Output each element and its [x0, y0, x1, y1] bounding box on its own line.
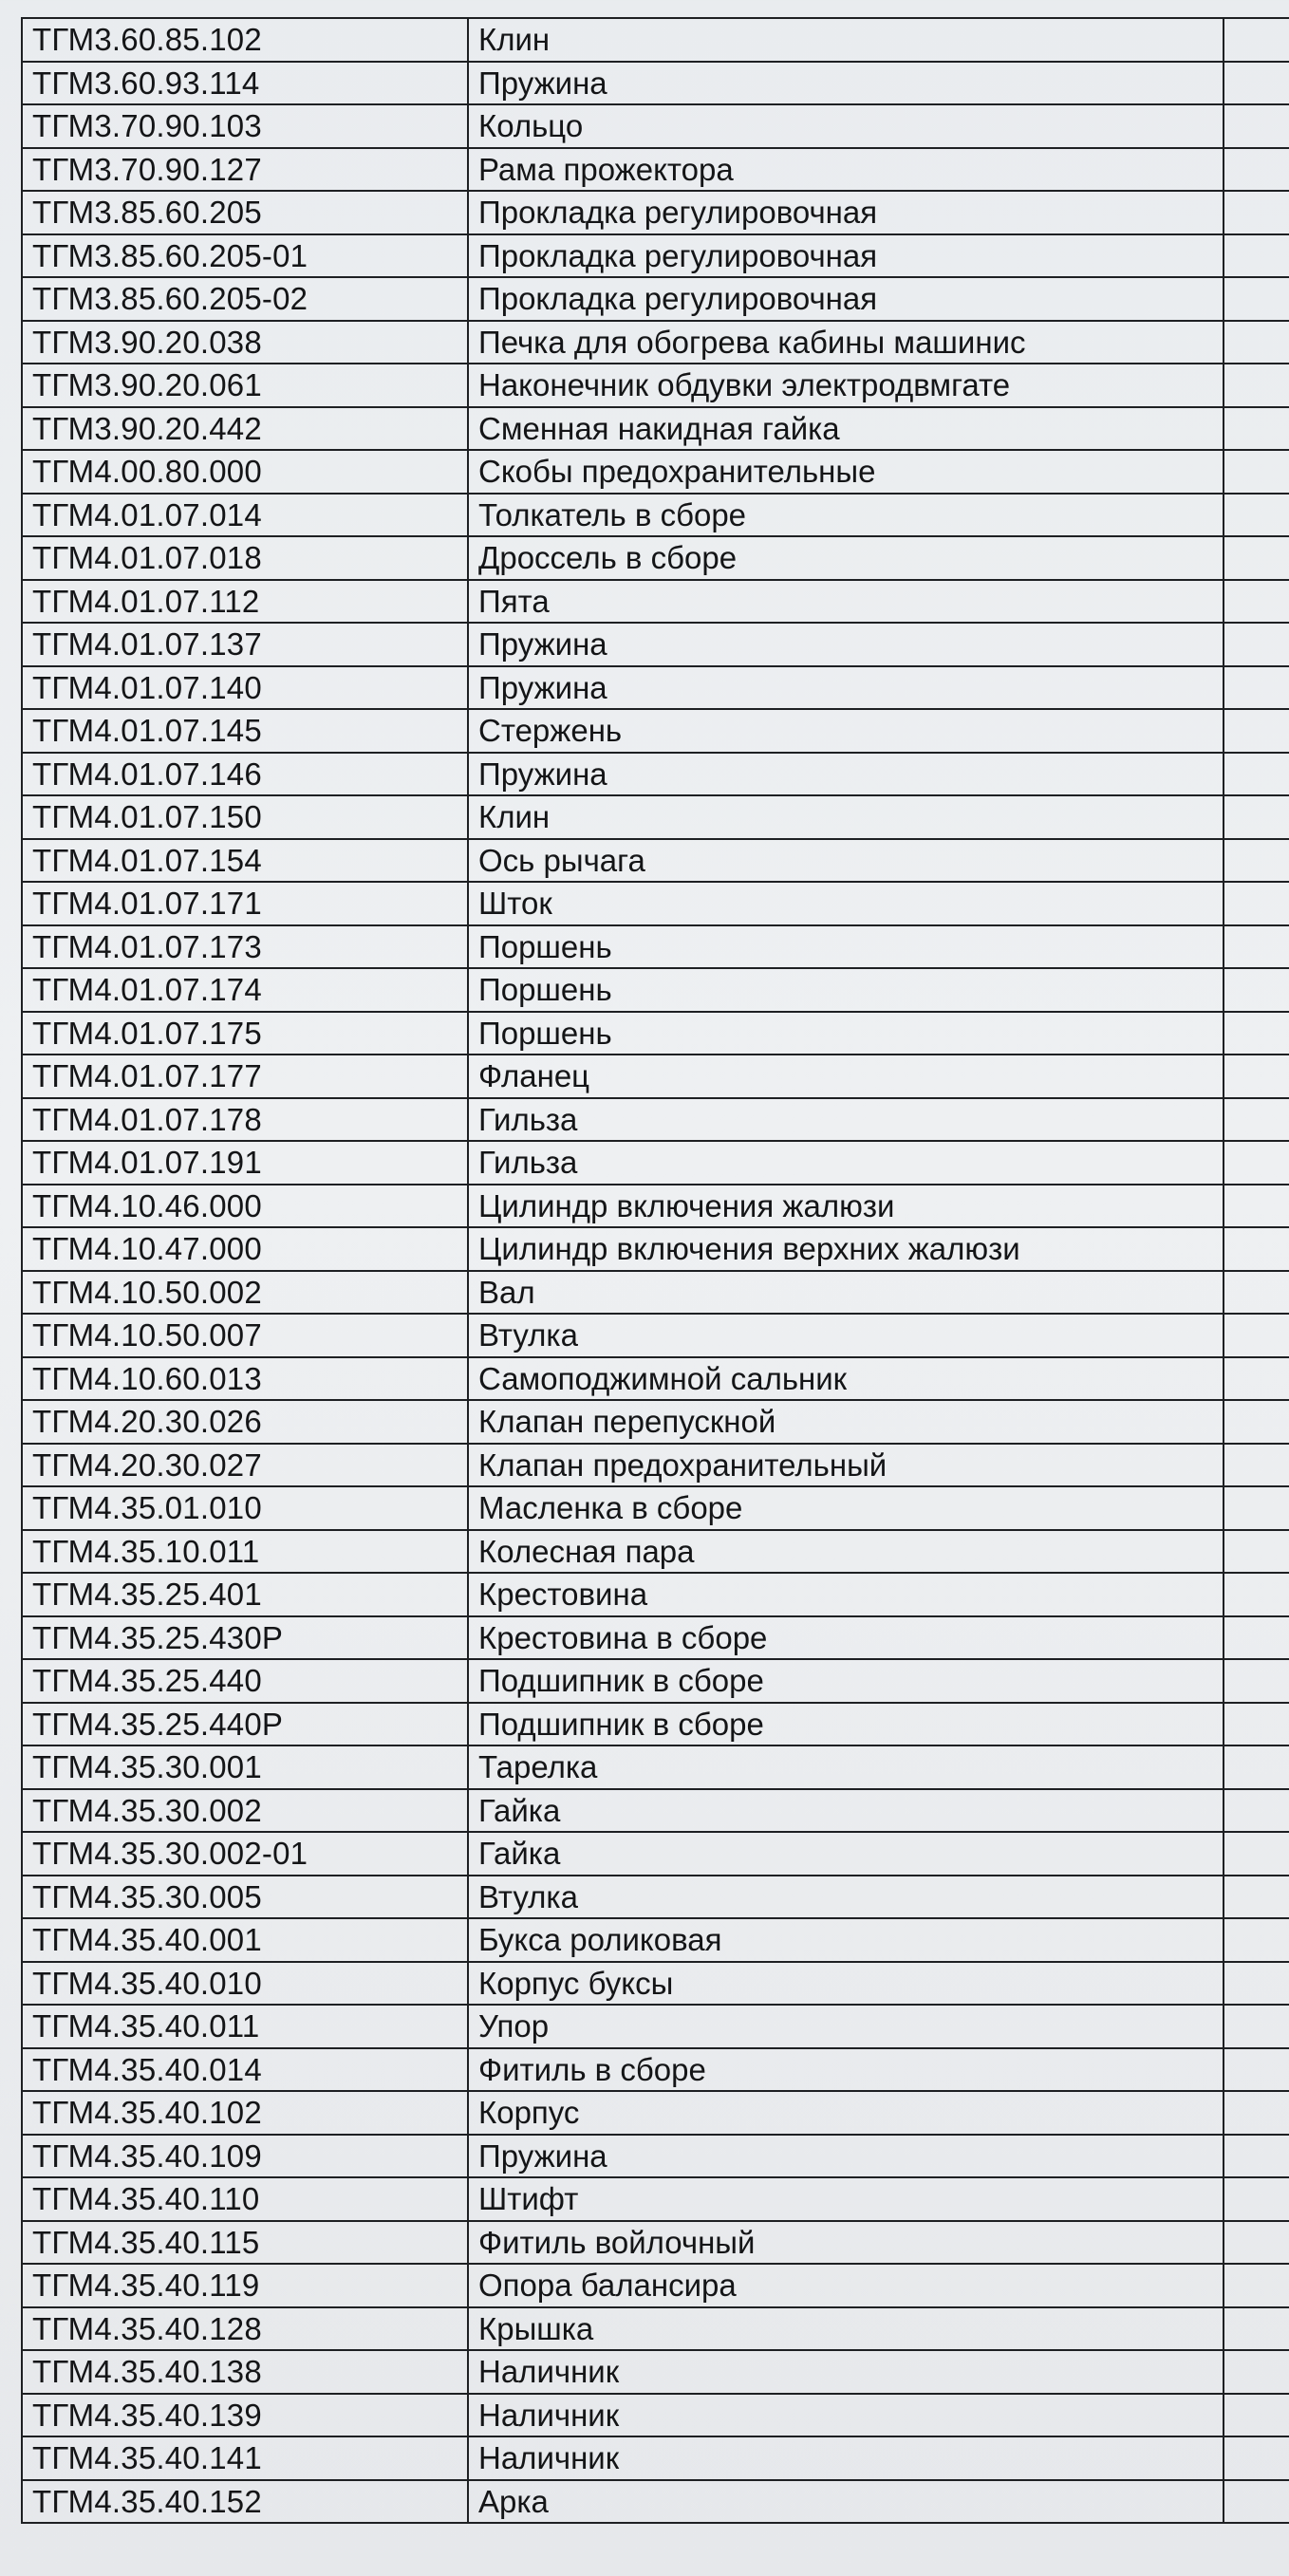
table-row	[22, 925, 1289, 969]
table-row	[22, 2048, 1289, 2092]
part-code-cell: ТГМ4.01.07.175	[22, 1012, 468, 1055]
empty-cell	[1224, 1530, 1289, 1574]
part-name-cell: Клапан предохранительный	[468, 1444, 1224, 1487]
part-name-cell: Клин	[468, 795, 1224, 839]
empty-cell	[1224, 2177, 1289, 2221]
part-code-cell: ТГМ3.60.93.114	[22, 62, 468, 105]
part-name-cell: Фитиль в сборе	[468, 2048, 1224, 2092]
table-row	[22, 191, 1289, 234]
empty-cell	[1224, 191, 1289, 234]
part-code-cell: ТГМ4.01.07.140	[22, 666, 468, 710]
part-code-cell: ТГМ4.01.07.137	[22, 623, 468, 666]
part-name-cell: Втулка	[468, 1314, 1224, 1357]
table-row	[22, 1703, 1289, 1746]
table-row	[22, 1918, 1289, 1962]
table-row	[22, 2221, 1289, 2265]
part-name-cell: Цилиндр включения жалюзи	[468, 1185, 1224, 1228]
table-row	[22, 450, 1289, 494]
part-code-cell: ТГМ4.35.40.119	[22, 2264, 468, 2307]
table-row	[22, 1271, 1289, 1315]
empty-cell	[1224, 1789, 1289, 1833]
empty-cell	[1224, 450, 1289, 494]
part-name-cell: Прокладка регулировочная	[468, 234, 1224, 278]
empty-cell	[1224, 666, 1289, 710]
part-name-cell: Клапан перепускной	[468, 1400, 1224, 1444]
part-code-cell: ТГМ4.35.40.110	[22, 2177, 468, 2221]
table-row	[22, 2091, 1289, 2135]
part-code-cell: ТГМ4.01.07.145	[22, 709, 468, 753]
part-name-cell: Вал	[468, 1271, 1224, 1315]
part-name-cell: Корпус буксы	[468, 1962, 1224, 2006]
part-name-cell: Корпус	[468, 2091, 1224, 2135]
part-name-cell: Гильза	[468, 1141, 1224, 1185]
part-name-cell: Прокладка регулировочная	[468, 191, 1224, 234]
part-name-cell: Печка для обогрева кабины машинис	[468, 321, 1224, 364]
table-row	[22, 321, 1289, 364]
table-row	[22, 2480, 1289, 2524]
table-row	[22, 104, 1289, 148]
part-code-cell: ТГМ4.01.07.154	[22, 839, 468, 883]
part-code-cell: ТГМ4.20.30.026	[22, 1400, 468, 1444]
table-row	[22, 1573, 1289, 1616]
table-row	[22, 2307, 1289, 2351]
empty-cell	[1224, 2394, 1289, 2437]
table-row	[22, 2264, 1289, 2307]
part-name-cell: Пружина	[468, 666, 1224, 710]
part-code-cell: ТГМ3.85.60.205	[22, 191, 468, 234]
empty-cell	[1224, 753, 1289, 796]
part-code-cell: ТГМ4.35.25.401	[22, 1573, 468, 1616]
empty-cell	[1224, 1314, 1289, 1357]
part-code-cell: ТГМ3.90.20.061	[22, 364, 468, 407]
table-row	[22, 580, 1289, 624]
empty-cell	[1224, 2048, 1289, 2092]
part-name-cell: Клин	[468, 18, 1224, 62]
empty-cell	[1224, 2350, 1289, 2394]
empty-cell	[1224, 882, 1289, 925]
table-row	[22, 1400, 1289, 1444]
empty-cell	[1224, 321, 1289, 364]
part-name-cell: Втулка	[468, 1876, 1224, 1919]
part-code-cell: ТГМ4.35.25.440	[22, 1659, 468, 1703]
empty-cell	[1224, 1745, 1289, 1789]
table-row	[22, 1444, 1289, 1487]
part-name-cell: Наличник	[468, 2436, 1224, 2480]
part-code-cell: ТГМ4.10.60.013	[22, 1357, 468, 1401]
table-row	[22, 882, 1289, 925]
part-code-cell: ТГМ4.35.40.139	[22, 2394, 468, 2437]
part-name-cell: Подшипник в сборе	[468, 1659, 1224, 1703]
document-sheet	[21, 17, 1289, 2524]
empty-cell	[1224, 580, 1289, 624]
part-code-cell: ТГМ4.35.40.001	[22, 1918, 468, 1962]
part-name-cell: Наличник	[468, 2394, 1224, 2437]
part-name-cell: Прокладка регулировочная	[468, 277, 1224, 321]
part-name-cell: Гайка	[468, 1832, 1224, 1876]
table-row	[22, 709, 1289, 753]
part-name-cell: Цилиндр включения верхних жалюзи	[468, 1227, 1224, 1271]
part-code-cell: ТГМ4.01.07.177	[22, 1055, 468, 1098]
table-row	[22, 2394, 1289, 2437]
part-name-cell: Дроссель в сборе	[468, 536, 1224, 580]
part-code-cell: ТГМ4.01.07.018	[22, 536, 468, 580]
empty-cell	[1224, 1573, 1289, 1616]
empty-cell	[1224, 277, 1289, 321]
part-code-cell: ТГМ4.35.30.001	[22, 1745, 468, 1789]
table-row	[22, 1659, 1289, 1703]
part-code-cell: ТГМ4.35.40.141	[22, 2436, 468, 2480]
table-row	[22, 1098, 1289, 1142]
part-name-cell: Поршень	[468, 968, 1224, 1012]
table-row	[22, 148, 1289, 192]
empty-cell	[1224, 1876, 1289, 1919]
part-name-cell: Пружина	[468, 753, 1224, 796]
part-name-cell: Опора балансира	[468, 2264, 1224, 2307]
part-name-cell: Крестовина в сборе	[468, 1616, 1224, 1660]
part-code-cell: ТГМ3.60.85.102	[22, 18, 468, 62]
empty-cell	[1224, 18, 1289, 62]
table-row	[22, 1486, 1289, 1530]
empty-cell	[1224, 1400, 1289, 1444]
part-code-cell: ТГМ4.35.40.102	[22, 2091, 468, 2135]
table-row	[22, 1357, 1289, 1401]
empty-cell	[1224, 2307, 1289, 2351]
part-name-cell: Тарелка	[468, 1745, 1224, 1789]
table-row	[22, 2177, 1289, 2221]
part-name-cell: Пружина	[468, 62, 1224, 105]
part-code-cell: ТГМ4.01.07.146	[22, 753, 468, 796]
empty-cell	[1224, 1227, 1289, 1271]
empty-cell	[1224, 1918, 1289, 1962]
part-code-cell: ТГМ4.01.07.178	[22, 1098, 468, 1142]
empty-cell	[1224, 536, 1289, 580]
part-code-cell: ТГМ3.90.20.442	[22, 407, 468, 451]
table-row	[22, 1141, 1289, 1185]
part-name-cell: Рама прожектора	[468, 148, 1224, 192]
part-code-cell: ТГМ3.90.20.038	[22, 321, 468, 364]
empty-cell	[1224, 1185, 1289, 1228]
table-row	[22, 968, 1289, 1012]
part-code-cell: ТГМ4.35.40.115	[22, 2221, 468, 2265]
table-row	[22, 1832, 1289, 1876]
part-name-cell: Подшипник в сборе	[468, 1703, 1224, 1746]
table-row	[22, 234, 1289, 278]
part-code-cell: ТГМ4.01.07.112	[22, 580, 468, 624]
part-name-cell: Масленка в сборе	[468, 1486, 1224, 1530]
part-name-cell: Шток	[468, 882, 1224, 925]
part-name-cell: Толкатель в сборе	[468, 494, 1224, 537]
empty-cell	[1224, 1962, 1289, 2006]
part-name-cell: Букса роликовая	[468, 1918, 1224, 1962]
empty-cell	[1224, 1141, 1289, 1185]
table-row	[22, 795, 1289, 839]
part-code-cell: ТГМ4.01.07.173	[22, 925, 468, 969]
parts-table	[21, 17, 1289, 2524]
empty-cell	[1224, 407, 1289, 451]
part-code-cell: ТГМ4.35.40.152	[22, 2480, 468, 2524]
table-row	[22, 536, 1289, 580]
table-row	[22, 666, 1289, 710]
part-code-cell: ТГМ4.20.30.027	[22, 1444, 468, 1487]
table-row	[22, 1616, 1289, 1660]
parts-table-body	[22, 18, 1289, 2523]
part-code-cell: ТГМ4.10.50.002	[22, 1271, 468, 1315]
table-row	[22, 2135, 1289, 2178]
part-name-cell: Пружина	[468, 2135, 1224, 2178]
table-row	[22, 839, 1289, 883]
part-code-cell: ТГМ4.00.80.000	[22, 450, 468, 494]
empty-cell	[1224, 104, 1289, 148]
part-code-cell: ТГМ4.01.07.174	[22, 968, 468, 1012]
part-name-cell: Гильза	[468, 1098, 1224, 1142]
table-row	[22, 623, 1289, 666]
table-row	[22, 1962, 1289, 2006]
empty-cell	[1224, 1832, 1289, 1876]
part-code-cell: ТГМ4.35.25.430Р	[22, 1616, 468, 1660]
table-row	[22, 1745, 1289, 1789]
part-code-cell: ТГМ4.10.46.000	[22, 1185, 468, 1228]
empty-cell	[1224, 795, 1289, 839]
table-row	[22, 1789, 1289, 1833]
part-code-cell: ТГМ3.70.90.103	[22, 104, 468, 148]
empty-cell	[1224, 1098, 1289, 1142]
empty-cell	[1224, 2091, 1289, 2135]
empty-cell	[1224, 1357, 1289, 1401]
part-name-cell: Пружина	[468, 623, 1224, 666]
part-name-cell: Фланец	[468, 1055, 1224, 1098]
table-row	[22, 277, 1289, 321]
empty-cell	[1224, 925, 1289, 969]
table-row	[22, 753, 1289, 796]
part-name-cell: Крышка	[468, 2307, 1224, 2351]
part-name-cell: Упор	[468, 2005, 1224, 2048]
part-name-cell: Самоподжимной сальник	[468, 1357, 1224, 1401]
empty-cell	[1224, 2221, 1289, 2265]
part-name-cell: Арка	[468, 2480, 1224, 2524]
part-code-cell: ТГМ4.35.01.010	[22, 1486, 468, 1530]
table-row	[22, 18, 1289, 62]
part-code-cell: ТГМ4.35.40.138	[22, 2350, 468, 2394]
part-code-cell: ТГМ4.35.30.005	[22, 1876, 468, 1919]
part-code-cell: ТГМ4.01.07.150	[22, 795, 468, 839]
part-code-cell: ТГМ3.70.90.127	[22, 148, 468, 192]
empty-cell	[1224, 1703, 1289, 1746]
part-name-cell: Сменная накидная гайка	[468, 407, 1224, 451]
empty-cell	[1224, 1616, 1289, 1660]
part-code-cell: ТГМ4.35.40.014	[22, 2048, 468, 2092]
empty-cell	[1224, 1055, 1289, 1098]
part-code-cell: ТГМ4.35.40.109	[22, 2135, 468, 2178]
part-name-cell: Крестовина	[468, 1573, 1224, 1616]
empty-cell	[1224, 234, 1289, 278]
part-code-cell: ТГМ4.10.50.007	[22, 1314, 468, 1357]
part-code-cell: ТГМ4.35.30.002-01	[22, 1832, 468, 1876]
part-code-cell: ТГМ4.35.40.128	[22, 2307, 468, 2351]
part-name-cell: Поршень	[468, 1012, 1224, 1055]
table-row	[22, 2005, 1289, 2048]
empty-cell	[1224, 839, 1289, 883]
part-name-cell: Наконечник обдувки электродвмгате	[468, 364, 1224, 407]
empty-cell	[1224, 1486, 1289, 1530]
table-row	[22, 407, 1289, 451]
part-code-cell: ТГМ4.01.07.014	[22, 494, 468, 537]
table-row	[22, 494, 1289, 537]
part-name-cell: Поршень	[468, 925, 1224, 969]
empty-cell	[1224, 709, 1289, 753]
table-row	[22, 1185, 1289, 1228]
table-row	[22, 2436, 1289, 2480]
part-code-cell: ТГМ3.85.60.205-01	[22, 234, 468, 278]
part-name-cell: Скобы предохранительные	[468, 450, 1224, 494]
empty-cell	[1224, 148, 1289, 192]
part-name-cell: Колесная пара	[468, 1530, 1224, 1574]
table-row	[22, 364, 1289, 407]
part-code-cell: ТГМ4.35.40.010	[22, 1962, 468, 2006]
empty-cell	[1224, 62, 1289, 105]
part-code-cell: ТГМ4.01.07.191	[22, 1141, 468, 1185]
empty-cell	[1224, 1271, 1289, 1315]
part-name-cell: Кольцо	[468, 104, 1224, 148]
table-row	[22, 1876, 1289, 1919]
part-code-cell: ТГМ4.01.07.171	[22, 882, 468, 925]
part-name-cell: Гайка	[468, 1789, 1224, 1833]
empty-cell	[1224, 1659, 1289, 1703]
empty-cell	[1224, 2480, 1289, 2524]
part-name-cell: Пята	[468, 580, 1224, 624]
part-name-cell: Штифт	[468, 2177, 1224, 2221]
empty-cell	[1224, 2005, 1289, 2048]
empty-cell	[1224, 1444, 1289, 1487]
table-row	[22, 1530, 1289, 1574]
empty-cell	[1224, 2264, 1289, 2307]
part-code-cell: ТГМ4.35.25.440Р	[22, 1703, 468, 1746]
empty-cell	[1224, 494, 1289, 537]
table-row	[22, 2350, 1289, 2394]
part-code-cell: ТГМ4.35.40.011	[22, 2005, 468, 2048]
part-code-cell: ТГМ4.35.30.002	[22, 1789, 468, 1833]
part-code-cell: ТГМ3.85.60.205-02	[22, 277, 468, 321]
part-code-cell: ТГМ4.10.47.000	[22, 1227, 468, 1271]
part-name-cell: Наличник	[468, 2350, 1224, 2394]
table-row	[22, 1227, 1289, 1271]
empty-cell	[1224, 623, 1289, 666]
empty-cell	[1224, 968, 1289, 1012]
empty-cell	[1224, 2135, 1289, 2178]
empty-cell	[1224, 1012, 1289, 1055]
part-code-cell: ТГМ4.35.10.011	[22, 1530, 468, 1574]
table-row	[22, 1314, 1289, 1357]
table-row	[22, 1055, 1289, 1098]
table-row	[22, 1012, 1289, 1055]
empty-cell	[1224, 2436, 1289, 2480]
table-row	[22, 62, 1289, 105]
part-name-cell: Фитиль войлочный	[468, 2221, 1224, 2265]
part-name-cell: Ось рычага	[468, 839, 1224, 883]
empty-cell	[1224, 364, 1289, 407]
part-name-cell: Стержень	[468, 709, 1224, 753]
